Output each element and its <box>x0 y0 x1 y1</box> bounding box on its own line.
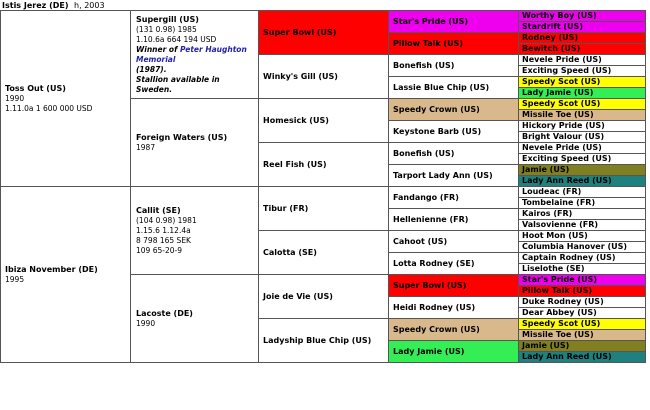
gen4-15-name[interactable]: Speedy Crown (US) <box>393 324 480 334</box>
gen5-27[interactable] <box>519 297 646 308</box>
ss-winner <box>136 45 258 65</box>
gen5-20[interactable] <box>519 220 646 231</box>
sire-name[interactable]: Toss Out (US) <box>5 83 66 93</box>
dd-cell[interactable] <box>131 275 259 363</box>
gen5-16-name[interactable]: Lady Ann Reed (US) <box>522 176 612 185</box>
dam-name[interactable]: Ibiza November (DE) <box>5 264 98 274</box>
gen4-14[interactable] <box>389 297 519 319</box>
gen5-16[interactable] <box>519 176 646 187</box>
gen5-30[interactable] <box>519 330 646 341</box>
gen4-8[interactable] <box>389 165 519 187</box>
gen3-dss-name[interactable]: Tibur (FR) <box>263 203 309 213</box>
gen5-19[interactable] <box>519 209 646 220</box>
gen5-8-name[interactable]: Lady Jamie (US) <box>522 88 594 97</box>
gen3-dsd-name[interactable]: Calotta (SE) <box>263 247 317 257</box>
gen5-7[interactable] <box>519 77 646 88</box>
sire-year: 1990 <box>5 93 25 103</box>
sire-record: 1.11.0a 1 600 000 USD <box>5 103 93 113</box>
ss-winner-link[interactable]: Peter Haughton Memorial <box>136 44 247 64</box>
gen5-26[interactable] <box>519 286 646 297</box>
sd-cell[interactable] <box>131 99 259 187</box>
gen5-19-name[interactable]: Kairos (FR) <box>522 209 573 218</box>
gen5-11-name[interactable]: Hickory Pride (US) <box>522 121 605 130</box>
gen4-12-name[interactable]: Lotta Rodney (SE) <box>393 258 475 268</box>
gen5-26-name[interactable]: Pillow Talk (US) <box>522 286 593 295</box>
gen5-17[interactable] <box>519 187 646 198</box>
dd-name[interactable]: Lacoste (DE) <box>136 308 193 318</box>
gen5-24-name[interactable]: Liselothe (SE) <box>522 264 585 273</box>
gen3-sss-name[interactable]: Super Bowl (US) <box>263 27 337 37</box>
gen5-25-name[interactable]: Star's Pride (US) <box>522 275 597 284</box>
gen4-11[interactable] <box>389 231 519 253</box>
gen4-16[interactable] <box>389 341 519 363</box>
gen5-32[interactable] <box>519 352 646 363</box>
gen4-2-name[interactable]: Pillow Talk (US) <box>393 38 464 48</box>
gen3-sds-name[interactable]: Homesick (US) <box>263 115 329 125</box>
gen5-29-name[interactable]: Speedy Scot (US) <box>522 319 601 328</box>
gen4-6[interactable] <box>389 121 519 143</box>
gen4-5-name[interactable]: Speedy Crown (US) <box>393 104 480 114</box>
gen5-3-name[interactable]: Rodney (US) <box>522 33 579 42</box>
gen3-ssd-name[interactable]: Winky's Gill (US) <box>263 71 338 81</box>
ds-line4: 109 65-20-9 <box>136 245 182 255</box>
gen4-7[interactable] <box>389 143 519 165</box>
pedigree-table <box>0 10 646 363</box>
gen3-ddd-name[interactable]: Ladyship Blue Chip (US) <box>263 335 372 345</box>
gen4-16-name[interactable]: Lady Jamie (US) <box>393 346 465 356</box>
ss-stallion: Stallion available in Sweden. <box>136 74 220 94</box>
gen3-dsd[interactable] <box>259 231 389 275</box>
sd-year: 1987 <box>136 142 156 152</box>
gen4-13[interactable] <box>389 275 519 297</box>
gen4-2[interactable] <box>389 33 519 55</box>
gen5-28-name[interactable]: Dear Abbey (US) <box>522 308 597 317</box>
gen4-11-name[interactable]: Cahoot (US) <box>393 236 448 246</box>
gen3-dds[interactable] <box>259 275 389 319</box>
gen3-dss[interactable] <box>259 187 389 231</box>
gen4-6-name[interactable]: Keystone Barb (US) <box>393 126 482 136</box>
gen5-4[interactable] <box>519 44 646 55</box>
horse-info: h, 2003 <box>74 1 105 10</box>
gen5-25[interactable] <box>519 275 646 286</box>
gen5-31[interactable] <box>519 341 646 352</box>
ss-winner-prefix: Winner of <box>136 44 180 54</box>
gen3-sds[interactable] <box>259 99 389 143</box>
gen5-21[interactable] <box>519 231 646 242</box>
ss-name[interactable]: Supergill (US) <box>136 14 199 24</box>
gen5-20-name[interactable]: Valsovienne (FR) <box>522 220 599 229</box>
gen5-21-name[interactable]: Hoot Mon (US) <box>522 231 588 240</box>
gen4-3[interactable] <box>389 55 519 77</box>
gen5-6[interactable] <box>519 66 646 77</box>
gen5-11[interactable] <box>519 121 646 132</box>
gen4-8-name[interactable]: Tarport Lady Ann (US) <box>393 170 493 180</box>
gen4-10-name[interactable]: Hellenienne (FR) <box>393 214 469 224</box>
gen4-13-name[interactable]: Super Bowl (US) <box>393 280 467 290</box>
ss-line1: (131 0.98) 1985 <box>136 24 197 34</box>
gen5-12-name[interactable]: Bright Valour (US) <box>522 132 605 141</box>
gen5-15-name[interactable]: Jamie (US) <box>522 165 570 174</box>
ss-cell[interactable] <box>131 11 259 99</box>
gen5-23-name[interactable]: Captain Rodney (US) <box>522 253 616 262</box>
gen3-sss[interactable] <box>259 11 389 55</box>
gen5-13[interactable] <box>519 143 646 154</box>
gen5-5[interactable] <box>519 55 646 66</box>
gen5-1[interactable] <box>519 11 646 22</box>
ds-line1: (104 0.98) 1981 <box>136 215 197 225</box>
gen5-5-name[interactable]: Nevele Pride (US) <box>522 55 602 64</box>
gen5-29[interactable] <box>519 319 646 330</box>
gen5-1-name[interactable]: Worthy Boy (US) <box>522 11 597 20</box>
sire-cell[interactable] <box>1 11 131 187</box>
gen5-9-name[interactable]: Speedy Scot (US) <box>522 99 601 108</box>
gen5-8[interactable] <box>519 88 646 99</box>
gen5-23[interactable] <box>519 253 646 264</box>
gen4-4-name[interactable]: Lassie Blue Chip (US) <box>393 82 490 92</box>
gen5-22-name[interactable]: Columbia Hanover (US) <box>522 242 628 251</box>
gen3-sdd-name[interactable]: Reel Fish (US) <box>263 159 327 169</box>
gen5-17-name[interactable]: Loudeac (FR) <box>522 187 582 196</box>
gen4-3-name[interactable]: Bonefish (US) <box>393 60 455 70</box>
gen4-9[interactable] <box>389 187 519 209</box>
gen4-4[interactable] <box>389 77 519 99</box>
gen4-15[interactable] <box>389 319 519 341</box>
gen5-18[interactable] <box>519 198 646 209</box>
gen4-1[interactable] <box>389 11 519 33</box>
gen5-6-name[interactable]: Exciting Speed (US) <box>522 66 612 75</box>
gen5-4-name[interactable]: Bewitch (US) <box>522 44 581 53</box>
gen4-1-name[interactable]: Star's Pride (US) <box>393 16 468 26</box>
gen5-12[interactable] <box>519 132 646 143</box>
gen5-13-name[interactable]: Nevele Pride (US) <box>522 143 602 152</box>
gen4-7-name[interactable]: Bonefish (US) <box>393 148 455 158</box>
gen5-3[interactable] <box>519 33 646 44</box>
ss-winner-suffix: (1987). <box>136 64 167 74</box>
gen5-10[interactable] <box>519 110 646 121</box>
gen5-27-name[interactable]: Duke Rodney (US) <box>522 297 604 306</box>
gen4-9-name[interactable]: Fandango (FR) <box>393 192 459 202</box>
gen5-22[interactable] <box>519 242 646 253</box>
gen5-30-name[interactable]: Missile Toe (US) <box>522 330 594 339</box>
sd-name[interactable]: Foreign Waters (US) <box>136 132 228 142</box>
ds-cell[interactable] <box>131 187 259 275</box>
gen4-12[interactable] <box>389 253 519 275</box>
ds-name[interactable]: Callit (SE) <box>136 205 181 215</box>
gen5-15[interactable] <box>519 165 646 176</box>
gen5-2-name[interactable]: Stardrift (US) <box>522 22 584 31</box>
gen5-18-name[interactable]: Tombelaine (FR) <box>522 198 596 207</box>
dam-year: 1995 <box>5 274 25 284</box>
gen5-7-name[interactable]: Speedy Scot (US) <box>522 77 601 86</box>
gen3-ssd[interactable] <box>259 55 389 99</box>
gen5-9[interactable] <box>519 99 646 110</box>
gen5-24[interactable] <box>519 264 646 275</box>
dam-cell[interactable] <box>1 187 131 363</box>
horse-name: Istis Jerez (DE) <box>2 1 69 10</box>
gen5-32-name[interactable]: Lady Ann Reed (US) <box>522 352 612 361</box>
gen3-dds-name[interactable]: Joie de Vie (US) <box>263 291 333 301</box>
gen5-31-name[interactable]: Jamie (US) <box>522 341 570 350</box>
gen3-ddd[interactable] <box>259 319 389 363</box>
ss-line2: 1.10.6a 664 194 USD <box>136 34 217 44</box>
gen4-14-name[interactable]: Heidi Rodney (US) <box>393 302 476 312</box>
gen5-10-name[interactable]: Missile Toe (US) <box>522 110 594 119</box>
gen3-sdd[interactable] <box>259 143 389 187</box>
ds-line2: 1.15.6 1.12.4a <box>136 225 191 235</box>
dd-year: 1990 <box>136 318 156 328</box>
gen5-28[interactable] <box>519 308 646 319</box>
gen5-14[interactable] <box>519 154 646 165</box>
gen5-2[interactable] <box>519 22 646 33</box>
gen4-5[interactable] <box>389 99 519 121</box>
gen5-14-name[interactable]: Exciting Speed (US) <box>522 154 612 163</box>
ds-line3: 8 798 165 SEK <box>136 235 191 245</box>
gen4-10[interactable] <box>389 209 519 231</box>
